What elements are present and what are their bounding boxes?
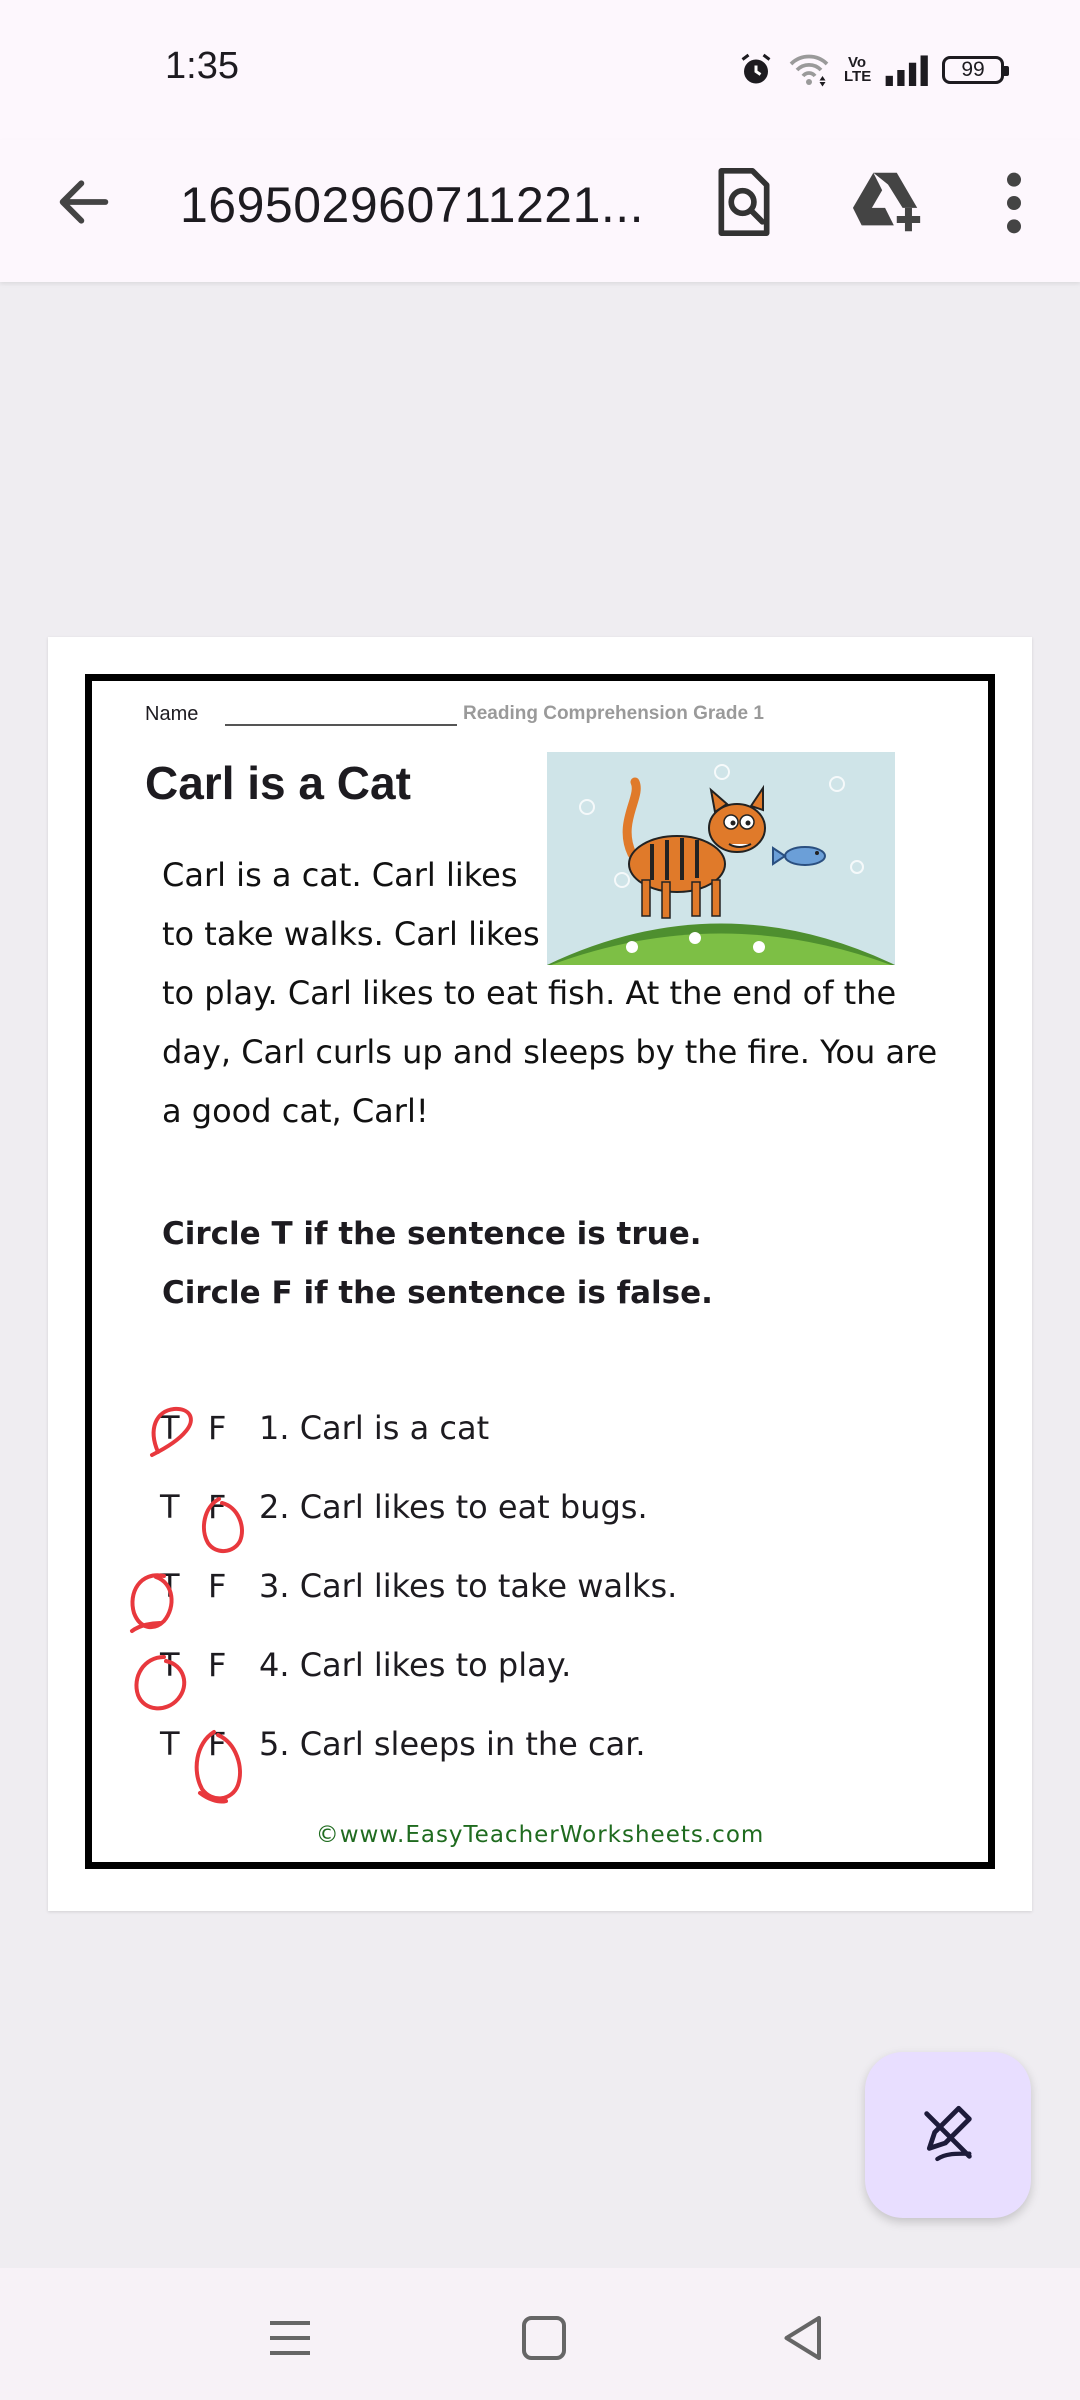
instruction-false: Circle F if the sentence is false. <box>162 1275 713 1311</box>
story-line: a good cat, Carl! <box>162 1092 429 1130</box>
alarm-icon <box>738 52 774 88</box>
system-nav-bar <box>0 2268 1080 2400</box>
true-option: T <box>160 1409 180 1447</box>
copyright-text: ©www.EasyTeacherWorksheets.com <box>315 1822 765 1848</box>
pdf-page[interactable] <box>48 637 1032 1911</box>
cat-illustration <box>547 752 895 965</box>
back-triangle-icon[interactable] <box>774 2308 834 2368</box>
volte-icon: Vo LTE <box>844 54 872 85</box>
false-option: F <box>208 1646 227 1684</box>
name-line <box>225 724 457 726</box>
grade-label: Reading Comprehension Grade 1 <box>463 703 764 724</box>
question-text: 5. Carl sleeps in the car. <box>259 1725 646 1763</box>
app-bar <box>0 140 1080 282</box>
battery-icon: 99 <box>942 56 1004 84</box>
story-line: day, Carl curls up and sleeps by the fire. You are <box>162 1033 938 1071</box>
add-to-drive-icon[interactable] <box>850 166 926 238</box>
story-line: to take walks. Carl likes <box>162 915 540 953</box>
status-time: 1:35 <box>165 45 239 87</box>
back-arrow-icon[interactable] <box>52 170 116 234</box>
status-icons <box>738 52 1004 88</box>
true-option: T <box>160 1725 180 1763</box>
story-line: Carl is a cat. Carl likes <box>162 856 518 894</box>
true-option: T <box>160 1488 180 1526</box>
story-line: to play. Carl likes to eat fish. At the end of the <box>162 974 897 1012</box>
worksheet <box>85 674 995 1869</box>
status-bar <box>0 0 1080 140</box>
find-in-page-icon[interactable] <box>710 164 778 240</box>
name-label: Name <box>145 703 199 725</box>
false-option: F <box>208 1488 227 1526</box>
home-square-icon[interactable] <box>514 2308 574 2368</box>
more-vert-icon[interactable] <box>990 168 1038 238</box>
true-option: T <box>160 1646 180 1684</box>
true-option: T <box>160 1567 180 1605</box>
worksheet-title: Carl is a Cat <box>145 757 411 809</box>
wifi-icon <box>788 52 830 88</box>
edit-pen-icon <box>916 2103 980 2167</box>
question-text: 3. Carl likes to take walks. <box>259 1567 678 1605</box>
file-title: 169502960711221... <box>180 177 645 233</box>
question-text: 1. Carl is a cat <box>259 1409 490 1447</box>
false-option: F <box>208 1567 227 1605</box>
signal-icon <box>884 54 928 86</box>
instruction-true: Circle T if the sentence is true. <box>162 1216 702 1252</box>
false-option: F <box>208 1725 227 1763</box>
false-option: F <box>208 1409 227 1447</box>
menu-icon[interactable] <box>260 2308 320 2368</box>
question-text: 4. Carl likes to play. <box>259 1646 572 1684</box>
edit-fab-button[interactable] <box>865 2052 1031 2218</box>
question-text: 2. Carl likes to eat bugs. <box>259 1488 648 1526</box>
